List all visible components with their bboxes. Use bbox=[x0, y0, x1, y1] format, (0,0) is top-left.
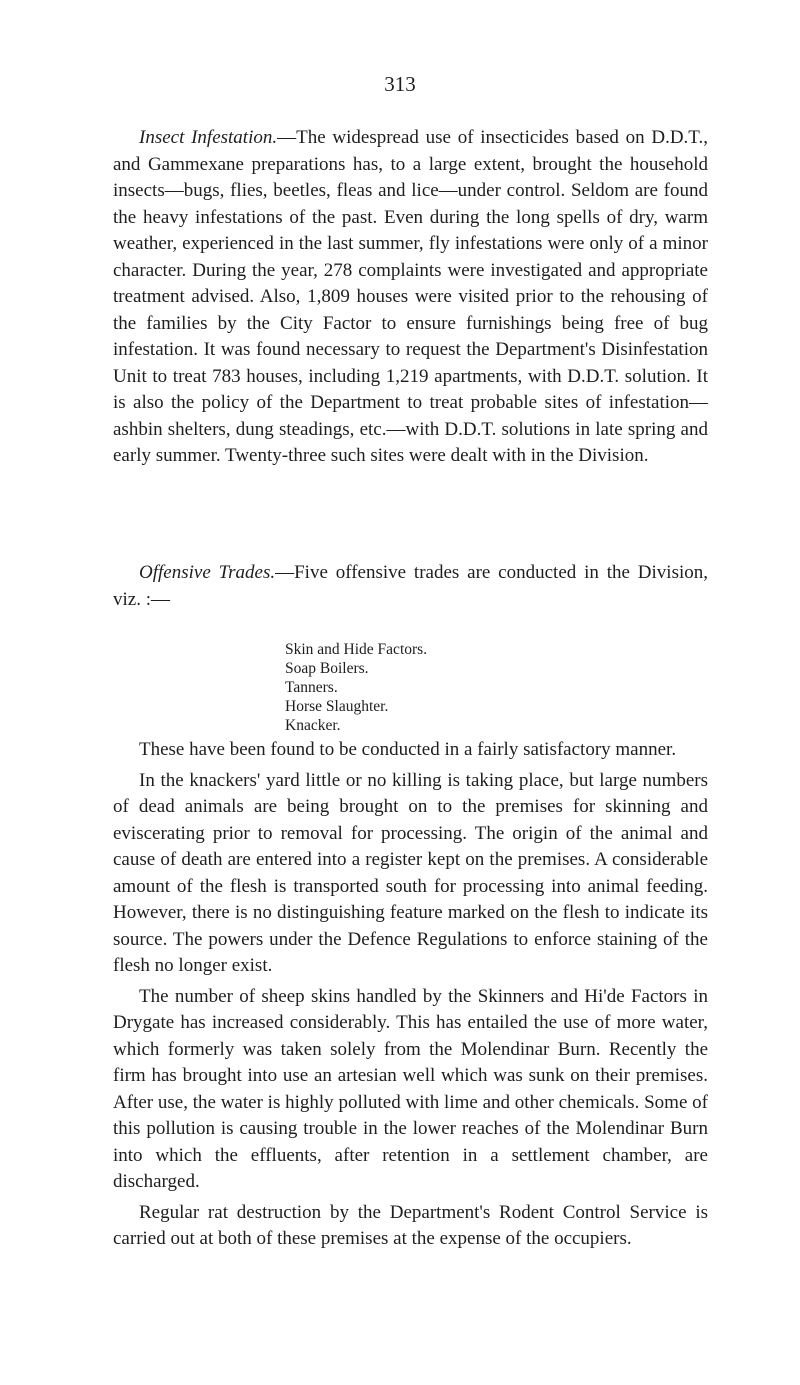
offensive-trades-intro-paragraph bbox=[113, 560, 708, 613]
trade-list-item: Knacker. bbox=[285, 717, 341, 734]
trade-list-item: Horse Slaughter. bbox=[285, 698, 389, 715]
trade-list-item: Soap Boilers. bbox=[285, 660, 369, 677]
offensive-trades-body-section bbox=[113, 737, 708, 1253]
rat-destruction-paragraph: Regular rat destruction by the Department's Rodent Control Service is carried out at both of these premises at the expense of the occupiers. bbox=[113, 1201, 708, 1249]
knackers-paragraph: In the knackers' yard little or no killing is taking place, but large numbers of dead animals are being brought on to the premises for skinning and eviscerating prior to removal for processing. The origin of the animal and cause of death are entered into a register kept on the premises. A considerable amount of the flesh is transported south for processing into animal feeding. However, there is no distinguishing feature marked on the flesh to indicate its source. The powers under the Defence Regulations to enforce staining of the flesh no longer exist. bbox=[113, 769, 708, 976]
insect-infestation-section bbox=[113, 125, 708, 470]
offensive-trades-list bbox=[285, 640, 427, 735]
offensive-trades-intro: —Five offensive trades are conducted in the Division, viz. :— bbox=[113, 562, 708, 610]
insect-infestation-body: —The widespread use of insecticides based on D.D.T., and Gammexane preparations has, to a large extent, brought the household insects—bugs, flies, beetles, fleas and lice—under control. Seldom are found the heavy infestations of the past. Even during the long spells of dry, warm weather, experienced in the last summer, fly infestations were only of a minor character. During the year, 278 complaints were investigated and appropriate treatment advised. Also, 1,809 houses were visited prior to the rehousing of the families by the City Factor to ensure furnishings being free of bug infestation. It was found necessary to request the Department's Disinfestation Unit to treat 783 houses, including 1,219 apartments, with D.D.T. solution. It is also the policy of the Department to treat probable sites of infestation—ashbin shelters, dung steadings, etc.—with D.D.T. solutions in late spring and early summer. Twenty-three such sites were dealt with in the Division. bbox=[113, 127, 708, 466]
page-number: 313 bbox=[384, 72, 416, 96]
trade-list-item: Skin and Hide Factors. bbox=[285, 641, 428, 658]
sheep-skins-paragraph: The number of sheep skins handled by the Skinners and Hi'de Factors in Drygate has increased considerably. This has entailed the use of more water, which formerly was taken solely from the Molendinar Burn. Recently the firm has brought into use an artesian well which was sunk on their premises. After use, the water is highly polluted with lime and other chemicals. Some of this pollution is causing trouble in the lower reaches of the Molendinar Burn into which the effluents, after retention in a settlement chamber, are discharged. bbox=[113, 985, 708, 1192]
offensive-trades-intro-section bbox=[113, 560, 708, 613]
insect-infestation-heading: Insect Infestation. bbox=[139, 127, 278, 148]
trade-list-item: Tanners. bbox=[285, 679, 338, 696]
offensive-trades-heading: Offensive Trades. bbox=[139, 562, 276, 583]
insect-infestation-paragraph bbox=[113, 125, 708, 470]
satisfactory-paragraph: These have been found to be conducted in a fairly satisfactory manner. bbox=[139, 739, 677, 760]
